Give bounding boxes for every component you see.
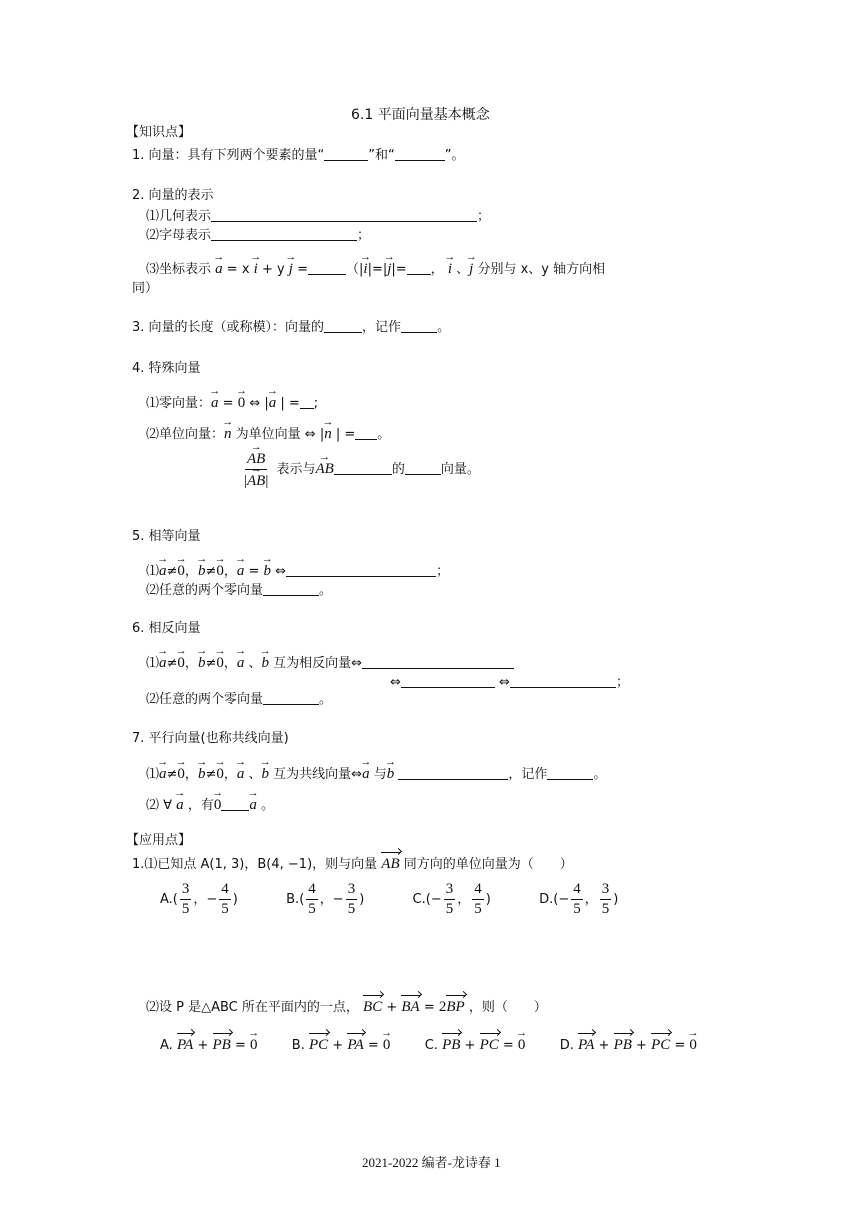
opposite-zero-vectors-line: ⑵任意的两个零向量 。 [146, 692, 333, 707]
parallel-vector-line: ⑴→ a≠→ 0，→ b≠→ 0，→ a 、→ b 互为共线向量⇔→ a 与→ b ，记作 。 [146, 763, 606, 784]
opposite-vector-line-2: ⇔ ⇔ ； [390, 675, 629, 690]
question-1: 1. 向量：具有下列两个要素的量“ ”和“ ”。 [132, 148, 465, 163]
coordinate-representation: ⑶坐标表示 → a = x → i + y → j = （|→ i|=|→ j|= ， → i 、→ j 分别与 x、y 轴方向相 [146, 258, 605, 279]
section-application: 【应用点】 [126, 833, 192, 848]
equal-zero-vectors-line: ⑵任意的两个零向量 。 [146, 583, 333, 598]
page-footer: 2021-2022 编者-龙诗春 1 [362, 1155, 501, 1170]
problem-2-stem: ⑵设 P 是△ABC 所在平面内的一点， BC + BA = 2BP ，则（ ） [146, 999, 547, 1015]
parallel-zero-line: ⑵ ∀ → a ，有→ 0→ a 。 [146, 794, 274, 815]
unit-vector-line: ⑵单位向量：→ n 为单位向量 ⇔ |→ n | = 。 [146, 423, 390, 444]
opposite-vector-line: ⑴→ a≠→ 0，→ b≠→ 0，→ a 、→ b 互为相反向量⇔ [146, 652, 514, 673]
question-6-heading: 6. 相反向量 [132, 621, 201, 636]
problem-2-options: A. PA + PB = → 0 B. PC + PA = → 0 C. PB + PC = → 0 D. PA + PB + PC = → 0 [160, 1034, 697, 1055]
letter-representation: ⑵字母表示 ； [146, 228, 371, 243]
equal-vector-line: ⑴→ a≠→ 0，→ b≠→ 0，→ a = → b ⇔ ； [146, 560, 449, 581]
unit-vector-fraction-line: → $\frac{AB}{|\to AB|}$ 表示与→ AB 的 向量。 [240, 448, 480, 491]
question-3: 3. 向量的长度（或称模）：向量的 ，记作 。 [132, 320, 451, 335]
problem-1-options: A.( $\frac{3}{5}$ ，− $\frac{4}{5}$ ) B.( $\frac{4}{5}$ ，− $\frac{3}{5}$ ) C.(− $\frac{3}{5}$ ， $\frac{4}{5}$ ) D.(− $\frac{4}{5}$ ， $\frac{3}{5}$ ) [160, 881, 619, 917]
zero-vector-line: ⑴零向量：→ a = → 0 ⇔ |→ a | = ; [146, 392, 318, 413]
question-2-heading: 2. 向量的表示 [132, 188, 214, 203]
coordinate-representation-cont: 同） [132, 281, 159, 296]
problem-1-stem: 1.⑴已知点 A(1, 3)，B(4, −1)，则与向量 AB 同方向的单位向量为（ ） [132, 856, 573, 872]
section-knowledge: 【知识点】 [126, 125, 192, 140]
question-7-heading: 7. 平行向量(也称共线向量) [132, 731, 289, 746]
question-5-heading: 5. 相等向量 [132, 529, 201, 544]
question-4-heading: 4. 特殊向量 [132, 361, 201, 376]
page-title: 6.1 平面向量基本概念 [351, 107, 490, 123]
geometric-representation: ⑴几何表示 ； [146, 209, 491, 224]
